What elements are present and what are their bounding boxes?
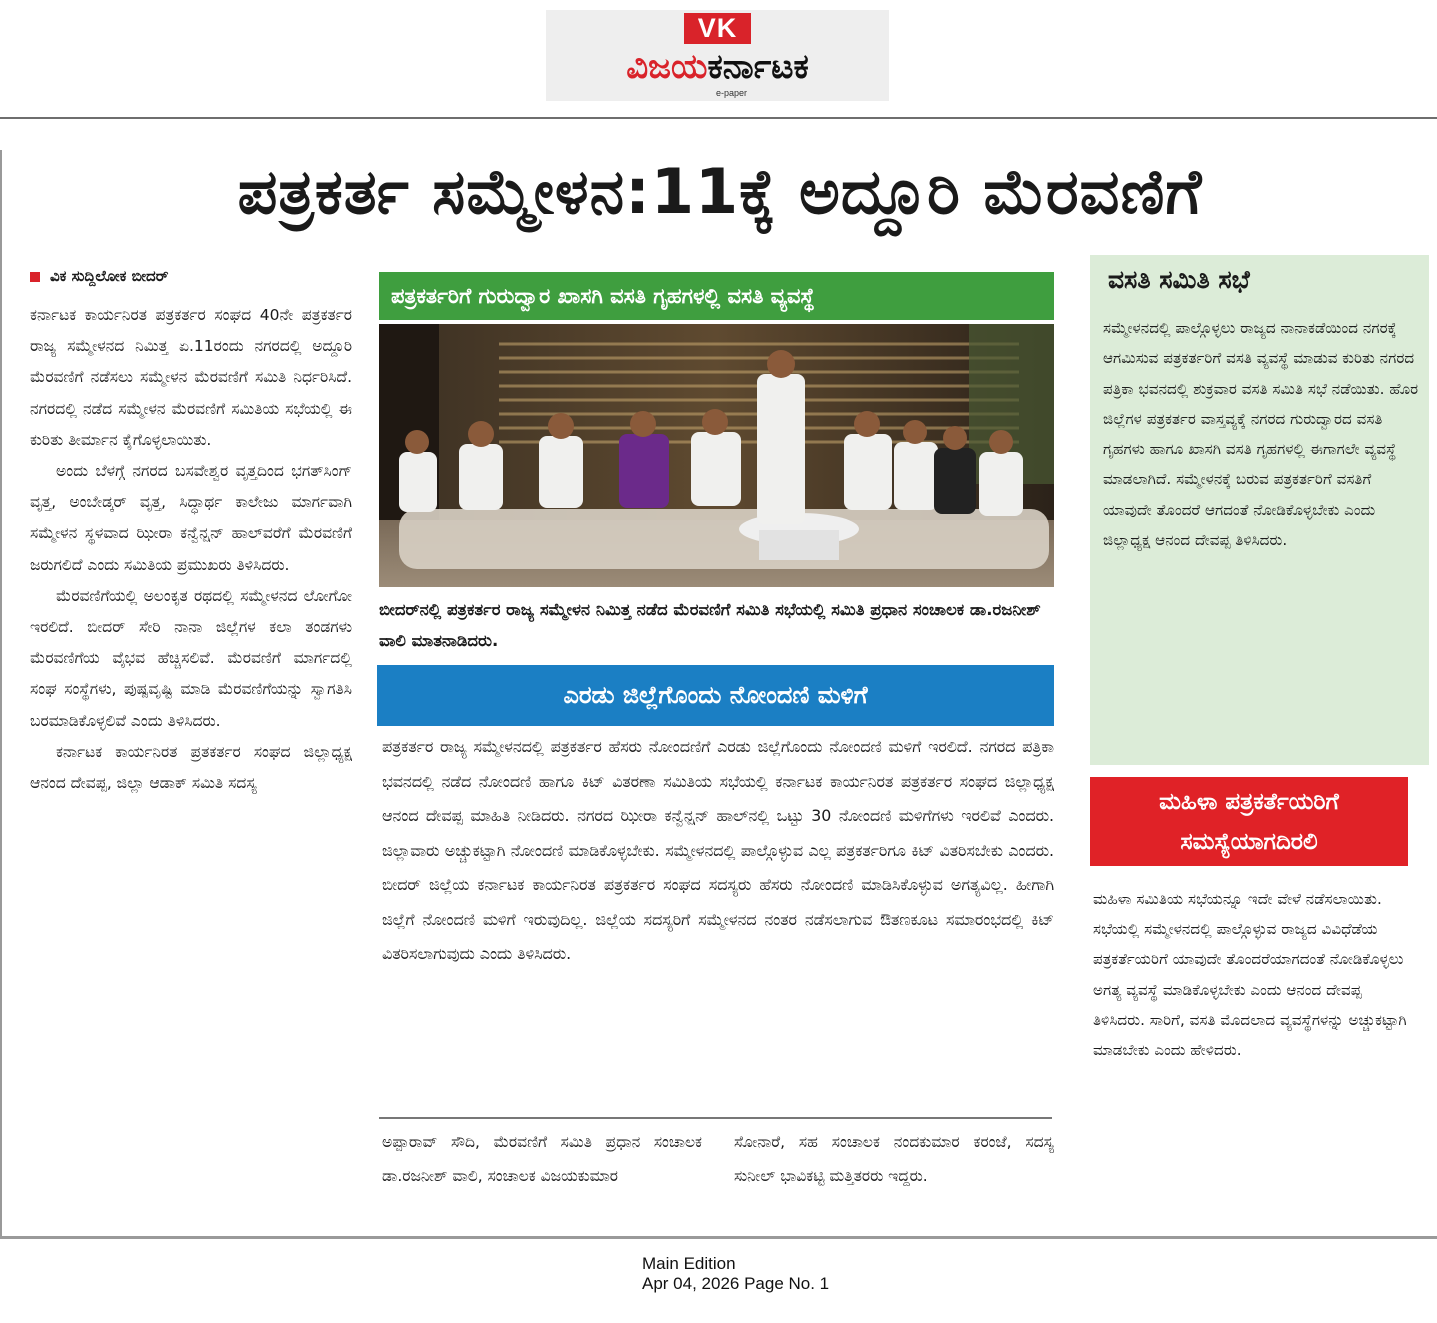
footer-date-page: Apr 04, 2026 Page No. 1: [642, 1274, 830, 1293]
masthead-logo: [546, 10, 889, 101]
sidebar-box-accommodation: [1090, 255, 1429, 765]
center-article-body: ಪತ್ರಕರ್ತರ ರಾಜ್ಯ ಸಮ್ಮೇಳನದಲ್ಲಿ ಪತ್ರಕರ್ತರ ಹೆಸರು ನೋಂದಣಿಗೆ ಎರಡು ಜಿಲ್ಲೆಗೊಂದು ನೋಂದಣಿ ಮಳಿಗೆ ಇರಲಿದೆ. ನಗರದ ಪತ್ರಿಕಾ ಭವನದಲ್ಲಿ ನಡೆದ ನೋಂದಣಿ ಹಾಗೂ ಕಿಟ್ ವಿತರಣಾ ಸಮಿತಿಯ ಸಭೆಯಲ್ಲಿ ಕರ್ನಾಟಕ ಕಾರ್ಯನಿರತ ಪತ್ರಕರ್ತರ ಸಂಘದ ಜಿಲ್ಲಾಧ್ಯಕ್ಷ ಆನಂದ ದೇವಪ್ಪ ಮಾಹಿತಿ ನೀಡಿದರು. ನಗರದ ಝೀರಾ ಕನ್ವೆನ್ಷನ್ ಹಾಲ್‌ನಲ್ಲಿ ಒಟ್ಟು 30 ನೋಂದಣಿ ಮಳಿಗೆಗಳು ಇರಲಿವೆ ಎಂದರು. ಜಿಲ್ಲಾವಾರು ಅಚ್ಚುಕಟ್ಟಾಗಿ ನೋಂದಣಿ ಮಾಡಿಕೊಳ್ಳಬೇಕು. ಸಮ್ಮೇಳನದಲ್ಲಿ ಪಾಲ್ಗೊಳ್ಳುವ ಎಲ್ಲ ಪತ್ರಕರ್ತರಿಗೂ ಕಿಟ್ ವಿತರಿಸಬೇಕು ಎಂದರು. ಬೀದರ್ ಜಿಲ್ಲೆಯ ಕರ್ನಾಟಕ ಕಾರ್ಯನಿರತ ಪತ್ರಕರ್ತರ ಸಂಘದ ಸದಸ್ಯರು ಹೆಸರು ನೋಂದಣಿ ಮಾಡಿಸಿಕೊಳ್ಳುವ ಅಗತ್ಯವಿಲ್ಲ. ಹೀಗಾಗಿ ಜಿಲ್ಲೆಗೆ ನೋಂದಣಿ ಮಳಿಗೆ ಇರುವುದಿಲ್ಲ. ಜಿಲ್ಲೆಯ ಸದಸ್ಯರಿಗೆ ಸಮ್ಮೇಳನದ ನಂತರ ನಡೆಸಲಾಗುವ ಔತಣಕೂಟ ಸಮಾರಂಭದಲ್ಲಿ ಕಿಟ್ ವಿತರಿಸಲಾಗುವುದು ಎಂದು ತಿಳಿಸಿದರು.: [382, 737, 1054, 963]
left-column-article: [30, 300, 352, 1232]
red-subheading-line2: ಸಮಸ್ಯೆಯಾಗದಿರಲಿ: [1180, 829, 1318, 855]
left-paragraph-3: ಮೆರವಣಿಗೆಯಲ್ಲಿ ಅಲಂಕೃತ ರಥದಲ್ಲಿ ಸಮ್ಮೇಳನದ ಲೋಗೋ ಇರಲಿದೆ. ಬೀದರ್ ಸೇರಿ ನಾನಾ ಜಿಲ್ಲೆಗಳ ಕಲಾ ತಂಡಗಳು ಮೆರವಣಿಗೆಯ ವೈಭವ ಹೆಚ್ಚಿಸಲಿವೆ. ಮೆರವಣಿಗೆ ಮಾರ್ಗದಲ್ಲಿ ಸಂಘ ಸಂಸ್ಥೆಗಳು, ಪುಷ್ಪವೃಷ್ಟಿ ಮಾಡಿ ಮೆರವಣಿಗೆಯನ್ನು ಸ್ವಾಗತಿಸಿ ಬರಮಾಡಿಕೊಳ್ಳಲಿವೆ ಎಂದು ತಿಳಿಸಿದರು.: [30, 586, 352, 730]
brand-name-part1: ವಿಜಯ: [626, 47, 708, 87]
bottom-rule: [0, 1236, 1437, 1239]
left-paragraph-1: ಕರ್ನಾಟಕ ಕಾರ್ಯನಿರತ ಪತ್ರಕರ್ತರ ಸಂಘದ 40ನೇ ಪತ್ರಕರ್ತರ ರಾಜ್ಯ ಸಮ್ಮೇಳನದ ನಿಮಿತ್ತ ಏ.11ರಂದು ನಗರದಲ್ಲಿ ಅದ್ದೂರಿ ಮೆರವಣಿಗೆ ನಡೆಸಲು ಸಮ್ಮೇಳನ ಮೆರವಣಿಗೆ ಸಮಿತಿ ನಿರ್ಧರಿಸಿದೆ. ನಗರದಲ್ಲಿ ನಡೆದ ಸಮ್ಮೇಳನ ಮೆರವಣಿಗೆ ಸಮಿತಿಯ ಸಭೆಯಲ್ಲಿ ಈ ಕುರಿತು ತೀರ್ಮಾನ ಕೈಗೊಳ್ಳಲಾಯಿತು.: [30, 306, 352, 449]
left-paragraph-2: ಅಂದು ಬೆಳಗ್ಗೆ ನಗರದ ಬಸವೇಶ್ವರ ವೃತ್ತದಿಂದ ಭಗತ್‌ಸಿಂಗ್ ವೃತ್ತ, ಅಂಬೇಡ್ಕರ್ ವೃತ್ತ, ಸಿದ್ಧಾರ್ಥ ಕಾಲೇಜು ಮಾರ್ಗವಾಗಿ ಸಮ್ಮೇಳನ ಸ್ಥಳವಾದ ಝೀರಾ ಕನ್ವೆನ್ಷನ್ ಹಾಲ್‌ವರೆಗೆ ಮೆರವಣಿಗೆ ಜರುಗಲಿದೆ ಎಂದು ಸಮಿತಿಯ ಪ್ರಮುಖರು ತಿಳಿಸಿದರು.: [30, 462, 352, 574]
green-subheading: ಪತ್ರಕರ್ತರಿಗೆ ಗುರುದ್ವಾರ ಖಾಸಗಿ ವಸತಿ ಗೃಹಗಳಲ್ಲಿ ವಸತಿ ವ್ಯವಸ್ಥೆ: [379, 272, 1054, 320]
sidebar-box-title: ವಸತಿ ಸಮಿತಿ ಸಭೆ: [1108, 265, 1250, 294]
page-headline: ಪತ್ರಕರ್ತ ಸಮ್ಮೇಳನ:11ಕ್ಕೆ ಅದ್ದೂರಿ ಮೆರವಣಿಗೆ: [237, 155, 1203, 228]
byline-text: ವಿಕ ಸುದ್ದಿಲೋಕ ಬೀದರ್: [50, 267, 169, 285]
red-subheading: [1090, 777, 1408, 866]
center-rule: [379, 1117, 1052, 1119]
byline-square-icon: [30, 272, 40, 282]
byline: [30, 267, 169, 285]
red-subheading-line1: ಮಹಿಳಾ ಪತ್ರಕರ್ತೆಯರಿಗೆ: [1159, 789, 1339, 815]
center-continuation-right: ಸೋನಾರೆ, ಸಹ ಸಂಚಾಲಕ ನಂದಕುಮಾರ ಕರಂಜೆ, ಸದಸ್ಯ ಸುನೀಲ್ ಭಾವಿಕಟ್ಟಿ ಮತ್ತಿತರರು ಇದ್ದರು.: [734, 1133, 1054, 1185]
left-paragraph-4: ಕರ್ನಾಟಕ ಕಾರ್ಯನಿರತ ಪ್ರತಕರ್ತರ ಸಂಘದ ಜಿಲ್ಲಾಧ್ಯಕ್ಷ ಆನಂದ ದೇವಪ್ಪ, ಜಿಲ್ಲಾ ಆಡಾಕ್ ಸಮಿತಿ ಸದಸ್ಯ: [30, 742, 352, 793]
brand-name: [546, 46, 889, 88]
page-footer: [642, 1254, 829, 1294]
epaper-label: e-paper: [716, 88, 748, 98]
meeting-photo: [379, 324, 1054, 587]
meeting-photo-illustration: [379, 324, 1054, 587]
footer-edition: Main Edition: [642, 1254, 736, 1273]
sidebar-box-body: ಸಮ್ಮೇಳನದಲ್ಲಿ ಪಾಲ್ಗೊಳ್ಳಲು ರಾಜ್ಯದ ನಾನಾಕಡೆಯಿಂದ ನಗರಕ್ಕೆ ಆಗಮಿಸುವ ಪತ್ರಕರ್ತರಿಗೆ ವಸತಿ ವ್ಯವಸ್ಥೆ ಮಾಡುವ ಕುರಿತು ನಗರದ ಪತ್ರಿಕಾ ಭವನದಲ್ಲಿ ಶುಕ್ರವಾರ ವಸತಿ ಸಮಿತಿ ಸಭೆ ನಡೆಯಿತು. ಹೊರ ಜಿಲ್ಲೆಗಳ ಪತ್ರಕರ್ತರ ವಾಸ್ತವ್ಯಕ್ಕೆ ನಗರದ ಗುರುದ್ವಾರದ ವಸತಿ ಗೃಹಗಳು ಹಾಗೂ ಖಾಸಗಿ ವಸತಿ ಗೃಹಗಳಲ್ಲಿ ಈಗಾಗಲೇ ವ್ಯವಸ್ಥೆ ಮಾಡಲಾಗಿದೆ. ಸಮ್ಮೇಳನಕ್ಕೆ ಬರುವ ಪತ್ರಕರ್ತರಿಗೆ ವಸತಿಗೆ ಯಾವುದೇ ತೊಂದರೆ ಆಗದಂತೆ ನೋಡಿಕೊಳ್ಳಬೇಕು ಎಂದು ಜಿಲ್ಲಾಧ್ಯಕ್ಷ ಆನಂದ ದೇವಪ್ಪ ತಿಳಿಸಿದರು.: [1103, 319, 1419, 550]
right-article-body: ಮಹಿಳಾ ಸಮಿತಿಯ ಸಭೆಯನ್ನೂ ಇದೇ ವೇಳೆ ನಡೆಸಲಾಯಿತು. ಸಭೆಯಲ್ಲಿ ಸಮ್ಮೇಳನದಲ್ಲಿ ಪಾಲ್ಗೊಳ್ಳುವ ರಾಜ್ಯದ ವಿವಿಧೆಡೆಯ ಪತ್ರಕರ್ತೆಯರಿಗೆ ಯಾವುದೇ ತೊಂದರೆಯಾಗದಂತೆ ನೋಡಿಕೊಳ್ಳಲು ಅಗತ್ಯ ವ್ಯವಸ್ಥೆ ಮಾಡಿಕೊಳ್ಳಬೇಕು ಎಂದು ಆನಂದ ದೇವಪ್ಪ ತಿಳಿಸಿದರು. ಸಾರಿಗೆ, ವಸತಿ ಮೊದಲಾದ ವ್ಯವಸ್ಥೆಗಳನ್ನು ಅಚ್ಚುಕಟ್ಟಾಗಿ ಮಾಡಬೇಕು ಎಂದು ಹೇಳಿದರು.: [1093, 890, 1407, 1060]
brand-name-part2: ಕರ್ನಾಟಕ: [707, 47, 809, 87]
vk-badge: VK: [684, 13, 751, 44]
top-rule: [0, 117, 1437, 119]
center-continuation-left: ಅಪ್ಪಾರಾವ್ ಸೌದಿ, ಮೆರವಣಿಗೆ ಸಮಿತಿ ಪ್ರಧಾನ ಸಂಚಾಲಕ ಡಾ.ರಜನೀಶ್ ವಾಲಿ, ಸಂಚಾಲಕ ವಿಜಯಕುಮಾರ: [382, 1133, 702, 1185]
left-rule: [0, 150, 2, 1236]
blue-subheading: ಎರಡು ಜಿಲ್ಲೆಗೊಂದು ನೋಂದಣಿ ಮಳಿಗೆ: [377, 665, 1054, 726]
photo-caption: ಬೀದರ್‌ನಲ್ಲಿ ಪತ್ರಕರ್ತರ ರಾಜ್ಯ ಸಮ್ಮೇಳನ ನಿಮಿತ್ತ ನಡೆದ ಮೆರವಣಿಗೆ ಸಮಿತಿ ಸಭೆಯಲ್ಲಿ ಸಮಿತಿ ಪ್ರಧಾನ ಸಂಚಾಲಕ ಡಾ.ರಜನೀಶ್ ವಾಲಿ ಮಾತನಾಡಿದರು.: [379, 600, 1041, 650]
